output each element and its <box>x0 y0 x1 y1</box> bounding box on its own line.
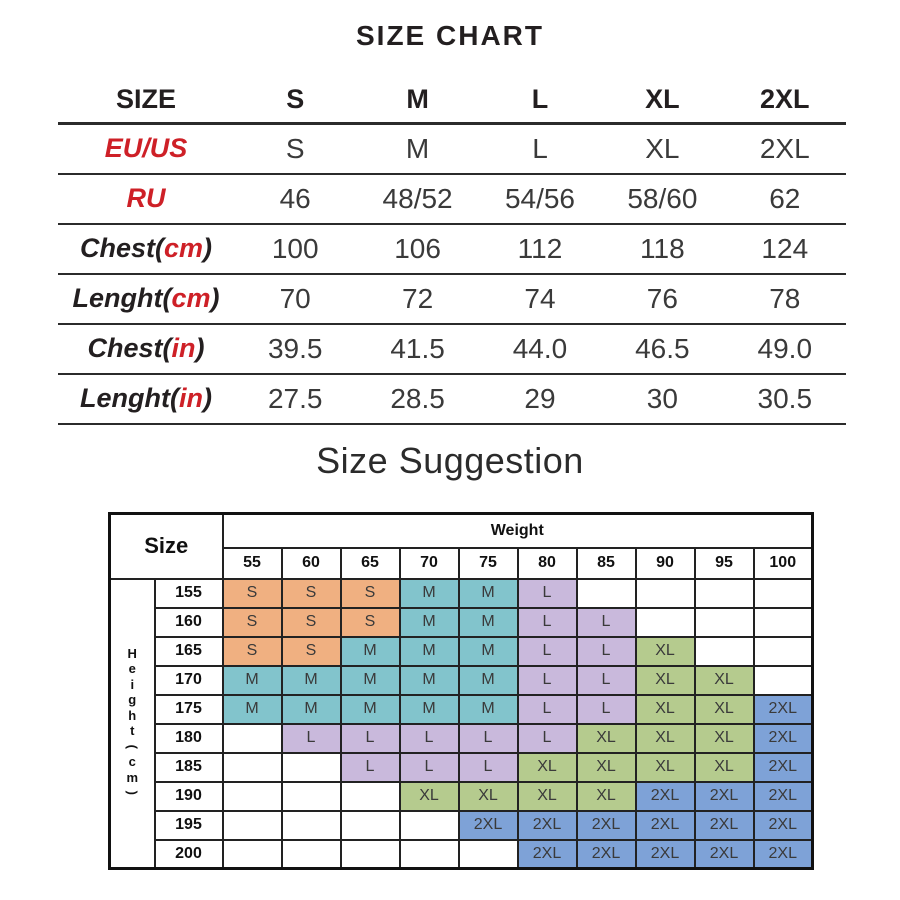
empty-cell <box>282 840 341 869</box>
size-cell: M <box>341 637 400 666</box>
size-cell: M <box>400 608 459 637</box>
row-label: EU/US <box>104 133 188 164</box>
value-cell: 48/52 <box>382 182 453 214</box>
value-cell: 112 <box>517 232 563 264</box>
row-label: Chest(cm) <box>79 233 213 263</box>
table-row <box>58 374 846 424</box>
weight-tick: 100 <box>754 548 813 579</box>
size-cell: S <box>282 637 341 666</box>
grid-row <box>110 666 813 695</box>
table-row <box>58 324 846 374</box>
height-tick: 175 <box>155 695 223 724</box>
size-cell: M <box>459 608 518 637</box>
size-cell: 2XL <box>754 753 813 782</box>
empty-cell <box>282 811 341 840</box>
value-cell: 46.5 <box>635 332 690 364</box>
value-cell: L <box>532 132 548 164</box>
size-cell: L <box>577 608 636 637</box>
size-cell: 2XL <box>577 811 636 840</box>
value-cell: 62 <box>769 182 801 214</box>
value-cell: 29 <box>524 382 556 414</box>
row-label: Chest(in) <box>87 333 205 363</box>
height-tick: 155 <box>155 579 223 608</box>
value-cell: 100 <box>271 232 319 264</box>
size-cell: 2XL <box>754 811 813 840</box>
table-row <box>58 274 846 324</box>
size-cell: M <box>223 666 282 695</box>
size-cell: XL <box>518 753 577 782</box>
column-header-l: L <box>531 83 549 114</box>
grid-header-row-1 <box>110 514 813 548</box>
size-cell: S <box>223 608 282 637</box>
size-suggestion-grid <box>108 512 814 870</box>
empty-cell <box>695 608 754 637</box>
value-cell: 2XL <box>759 132 810 164</box>
weight-tick: 55 <box>223 548 282 579</box>
grid-row <box>110 782 813 811</box>
grid-row <box>110 579 813 608</box>
empty-cell <box>341 840 400 869</box>
empty-cell <box>223 724 282 753</box>
size-cell: M <box>459 666 518 695</box>
column-header-xl: XL <box>645 83 680 114</box>
empty-cell <box>754 608 813 637</box>
value-cell: 124 <box>761 232 809 264</box>
size-cell: 2XL <box>636 840 695 869</box>
value-cell: 30 <box>646 382 678 414</box>
size-cell: XL <box>695 724 754 753</box>
empty-cell <box>695 637 754 666</box>
size-cell: L <box>577 695 636 724</box>
empty-cell <box>341 811 400 840</box>
size-cell: M <box>400 579 459 608</box>
grid-row <box>110 724 813 753</box>
size-cell: M <box>459 695 518 724</box>
empty-cell <box>223 840 282 869</box>
empty-cell <box>223 753 282 782</box>
size-cell: L <box>341 753 400 782</box>
empty-cell <box>695 579 754 608</box>
empty-cell <box>223 811 282 840</box>
height-tick: 190 <box>155 782 223 811</box>
size-cell: XL <box>400 782 459 811</box>
size-cell: 2XL <box>577 840 636 869</box>
table-row <box>58 124 846 174</box>
weight-tick: 75 <box>459 548 518 579</box>
value-cell: 39.5 <box>267 332 323 364</box>
size-cell: XL <box>695 666 754 695</box>
size-cell: L <box>577 666 636 695</box>
size-cell: L <box>577 637 636 666</box>
size-cell: M <box>282 695 341 724</box>
value-cell: 58/60 <box>627 182 698 214</box>
weight-tick: 90 <box>636 548 695 579</box>
size-cell: 2XL <box>695 840 754 869</box>
value-cell: 72 <box>402 282 434 314</box>
grid-row <box>110 753 813 782</box>
size-chart-header-label: SIZE <box>115 83 176 114</box>
grid-row <box>110 637 813 666</box>
size-cell: L <box>518 579 577 608</box>
row-label: Lenght(cm) <box>72 283 220 313</box>
size-cell: XL <box>636 637 695 666</box>
value-cell: 27.5 <box>267 382 323 414</box>
empty-cell <box>400 840 459 869</box>
empty-cell <box>459 840 518 869</box>
weight-tick: 80 <box>518 548 577 579</box>
value-cell: 28.5 <box>390 382 445 414</box>
size-cell: L <box>518 695 577 724</box>
height-tick: 160 <box>155 608 223 637</box>
size-cell: L <box>400 724 459 753</box>
value-cell: 78 <box>769 282 801 314</box>
column-header-m: M <box>406 83 429 114</box>
value-cell: 76 <box>646 282 678 314</box>
grid-row <box>110 695 813 724</box>
height-tick: 200 <box>155 840 223 869</box>
table-row <box>58 224 846 274</box>
height-tick: 180 <box>155 724 223 753</box>
column-header-s: S <box>286 83 305 114</box>
empty-cell <box>341 782 400 811</box>
size-chart-body <box>58 124 846 424</box>
empty-cell <box>577 579 636 608</box>
grid-corner-label: Size <box>110 514 223 579</box>
size-cell: S <box>282 608 341 637</box>
size-cell: M <box>341 695 400 724</box>
size-cell: S <box>223 637 282 666</box>
height-tick: 165 <box>155 637 223 666</box>
height-axis-label: H e i g h t ( c m ) <box>110 579 155 869</box>
size-cell: 2XL <box>636 782 695 811</box>
value-cell: 54/56 <box>504 182 576 214</box>
value-cell: XL <box>645 132 680 164</box>
size-cell: M <box>400 637 459 666</box>
value-cell: 106 <box>394 232 441 264</box>
size-cell: XL <box>518 782 577 811</box>
size-cell: 2XL <box>518 811 577 840</box>
size-cell: XL <box>695 695 754 724</box>
value-cell: 41.5 <box>390 332 445 364</box>
value-cell: 46 <box>279 182 311 214</box>
value-cell: 118 <box>640 232 685 264</box>
size-cell: S <box>341 608 400 637</box>
size-cell: L <box>459 753 518 782</box>
weight-tick: 85 <box>577 548 636 579</box>
size-cell: 2XL <box>518 840 577 869</box>
row-label: Lenght(in) <box>80 383 212 413</box>
value-cell: 74 <box>524 282 556 314</box>
value-cell: 44.0 <box>512 332 568 364</box>
size-cell: L <box>400 753 459 782</box>
weight-tick: 60 <box>282 548 341 579</box>
grid-row <box>110 840 813 869</box>
size-cell: L <box>341 724 400 753</box>
value-cell: S <box>285 132 305 164</box>
size-cell: M <box>459 637 518 666</box>
size-cell: S <box>341 579 400 608</box>
size-cell: 2XL <box>695 782 754 811</box>
table-row <box>58 174 846 224</box>
grid-row <box>110 811 813 840</box>
size-cell: 2XL <box>754 724 813 753</box>
suggestion-title: Size Suggestion <box>316 440 584 481</box>
size-cell: 2XL <box>636 811 695 840</box>
empty-cell <box>282 782 341 811</box>
value-cell: M <box>405 132 430 164</box>
size-cell: M <box>223 695 282 724</box>
value-cell: 70 <box>279 282 311 314</box>
size-cell: XL <box>577 753 636 782</box>
size-chart-table <box>58 76 846 425</box>
size-cell: M <box>341 666 400 695</box>
size-cell: XL <box>577 724 636 753</box>
size-cell: L <box>518 724 577 753</box>
page-title: SIZE CHART <box>356 20 544 51</box>
size-cell: 2XL <box>754 840 813 869</box>
empty-cell <box>282 753 341 782</box>
empty-cell <box>754 579 813 608</box>
size-cell: XL <box>577 782 636 811</box>
size-cell: 2XL <box>695 811 754 840</box>
weight-tick: 70 <box>400 548 459 579</box>
size-cell: XL <box>695 753 754 782</box>
height-tick: 170 <box>155 666 223 695</box>
size-cell: L <box>459 724 518 753</box>
size-cell: S <box>282 579 341 608</box>
size-cell: M <box>400 695 459 724</box>
size-cell: XL <box>636 695 695 724</box>
weight-axis-label: Weight <box>223 514 813 548</box>
size-cell: S <box>223 579 282 608</box>
size-cell: 2XL <box>459 811 518 840</box>
grid-row <box>110 608 813 637</box>
row-label: RU <box>126 183 166 213</box>
value-cell: 30.5 <box>757 382 813 414</box>
empty-cell <box>223 782 282 811</box>
size-cell: L <box>518 608 577 637</box>
size-cell: XL <box>459 782 518 811</box>
size-cell: L <box>518 637 577 666</box>
height-tick: 185 <box>155 753 223 782</box>
size-chart-header-row <box>58 76 846 124</box>
size-cell: M <box>459 579 518 608</box>
weight-tick: 65 <box>341 548 400 579</box>
size-cell: M <box>282 666 341 695</box>
empty-cell <box>636 579 695 608</box>
size-cell: XL <box>636 724 695 753</box>
size-cell: XL <box>636 666 695 695</box>
size-cell: M <box>400 666 459 695</box>
empty-cell <box>754 637 813 666</box>
height-tick: 195 <box>155 811 223 840</box>
empty-cell <box>636 608 695 637</box>
size-cell: L <box>518 666 577 695</box>
size-cell: L <box>282 724 341 753</box>
empty-cell <box>400 811 459 840</box>
column-header-2xl: 2XL <box>760 83 810 114</box>
weight-tick: 95 <box>695 548 754 579</box>
empty-cell <box>754 666 813 695</box>
size-cell: 2XL <box>754 782 813 811</box>
size-cell: 2XL <box>754 695 813 724</box>
size-cell: XL <box>636 753 695 782</box>
value-cell: 49.0 <box>757 332 813 364</box>
